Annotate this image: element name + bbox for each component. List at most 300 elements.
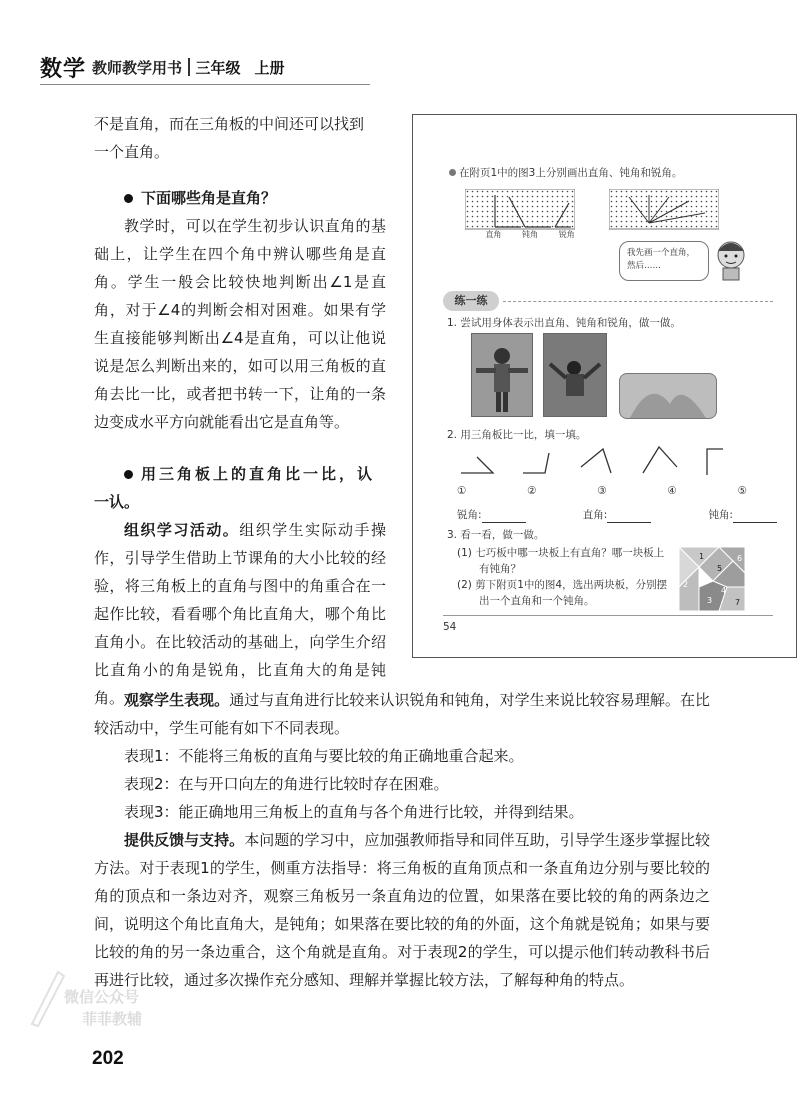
grid-dot — [497, 206, 499, 208]
tangram-number: 6 — [737, 554, 743, 563]
grid-dot — [611, 216, 613, 218]
grid-dot — [676, 196, 678, 198]
grid-dot — [467, 211, 469, 213]
grid-dot — [542, 221, 544, 223]
grid-dot — [681, 226, 683, 228]
grid-dot — [522, 211, 524, 213]
grid-dot — [507, 211, 509, 213]
grid-dot — [616, 201, 618, 203]
grid-dot — [537, 211, 539, 213]
organize-paragraph: 组织学习活动。组织学生实际动手操作，引导学生借助上节课角的大小比较的经验，将三角板上的直角与图中的角重合在一起作比较，看看哪个角比直角大，哪个角比直角小。在比较活动的基础上，向学生介绍比直角小的角是锐角，比直角大的角是钝角。 — [94, 521, 386, 707]
grid-dot — [472, 216, 474, 218]
grid-dot — [676, 191, 678, 193]
tangram-figure — [679, 547, 745, 611]
grid-dot — [507, 221, 509, 223]
fill-acute: 锐角: — [457, 507, 526, 523]
photo-children-exercise-2 — [543, 333, 607, 417]
grid-dot — [507, 196, 509, 198]
grid-dot — [666, 206, 668, 208]
speech-bubble: 我先画一个直角，然后…… — [619, 241, 709, 281]
photo-hands-angle — [619, 373, 717, 419]
grid-dot — [552, 216, 554, 218]
grid-dot — [522, 216, 524, 218]
tb-bullet-icon — [449, 169, 456, 176]
grid-labels: 直角 钝角 锐角 — [485, 230, 575, 239]
grid-dot — [671, 226, 673, 228]
grid-dot — [557, 191, 559, 193]
grid-dot — [621, 201, 623, 203]
grid-dot — [626, 216, 628, 218]
grid-dot — [517, 196, 519, 198]
grid-dot — [621, 221, 623, 223]
fill-obtuse: 钝角: — [708, 507, 777, 523]
grid-dot — [661, 201, 663, 203]
grid-dot — [641, 196, 643, 198]
grid-dot — [477, 206, 479, 208]
grid-dot — [517, 216, 519, 218]
header-divider — [188, 58, 190, 76]
grid-dot — [552, 196, 554, 198]
grid-dot — [691, 226, 693, 228]
grid-dot — [517, 206, 519, 208]
grid-dot — [671, 216, 673, 218]
grid-dot — [552, 191, 554, 193]
grid-dot — [701, 211, 703, 213]
grid-dot — [482, 201, 484, 203]
grid-dot — [711, 216, 713, 218]
grid-dot — [681, 221, 683, 223]
grid-dot — [651, 211, 653, 213]
grid-dot — [716, 226, 718, 228]
grid-dot — [547, 196, 549, 198]
grid-dot — [696, 206, 698, 208]
grid-dot — [472, 211, 474, 213]
fill-obtuse-blank[interactable] — [733, 510, 777, 523]
grid-dot — [701, 221, 703, 223]
grid-dot — [676, 221, 678, 223]
grid-dot — [631, 216, 633, 218]
grid-dot — [542, 206, 544, 208]
grid-dot — [567, 221, 569, 223]
intro-paragraph — [94, 110, 386, 166]
section-2 — [94, 460, 386, 712]
grid-dot — [497, 221, 499, 223]
grid-dot — [502, 216, 504, 218]
grid-dot — [676, 226, 678, 228]
grid-dot — [472, 226, 474, 228]
watermark-pen-icon — [28, 968, 68, 1028]
grid-dot — [651, 191, 653, 193]
grid-dot — [656, 191, 658, 193]
grid-dot — [646, 211, 648, 213]
grid-dot — [611, 226, 613, 228]
grid-dot — [487, 216, 489, 218]
grid-dot — [686, 196, 688, 198]
photo-children-exercise-1 — [471, 333, 533, 417]
section-2-heading-cont: 一认。 — [94, 493, 140, 511]
practice-banner: 练一练 — [443, 291, 499, 311]
tb-footer-rule — [443, 615, 773, 616]
grid-dot — [467, 226, 469, 228]
grid-dot — [611, 191, 613, 193]
grid-dot — [681, 191, 683, 193]
tangram-number: 1 — [699, 552, 705, 561]
page-header — [40, 52, 285, 82]
grid-dot — [681, 196, 683, 198]
grid-dot — [482, 206, 484, 208]
grid-dot — [711, 221, 713, 223]
grid-dot — [532, 191, 534, 193]
grid-dot — [686, 226, 688, 228]
grid-dot — [557, 216, 559, 218]
tb-page-number: 54 — [443, 621, 457, 633]
grid-dot — [517, 221, 519, 223]
grid-dot — [502, 221, 504, 223]
grid-dot — [621, 211, 623, 213]
grid-dot — [701, 201, 703, 203]
grid-dot — [567, 191, 569, 193]
grid-dot — [537, 191, 539, 193]
grid-dot — [507, 216, 509, 218]
grid-dot — [487, 211, 489, 213]
tb-question-2: 2. 用三角板比一比，填一填。 — [447, 429, 587, 441]
grid-dot — [621, 216, 623, 218]
grid-dot — [711, 226, 713, 228]
grid-dot — [527, 196, 529, 198]
grid-dot — [651, 216, 653, 218]
grid-dot — [482, 211, 484, 213]
grid-dot — [651, 226, 653, 228]
grid-dot — [542, 196, 544, 198]
grid-dot — [646, 206, 648, 208]
grid-dot — [557, 201, 559, 203]
grid-dot — [492, 206, 494, 208]
grid-dot — [512, 196, 514, 198]
watermark-line-2: 菲菲教辅 — [82, 1010, 143, 1028]
grid-dot — [512, 221, 514, 223]
grid-dot — [671, 201, 673, 203]
grid-dot — [542, 216, 544, 218]
grid-dot — [512, 206, 514, 208]
grid-dot — [477, 216, 479, 218]
grid-dot — [651, 201, 653, 203]
grid-dot — [661, 191, 663, 193]
tb-task-top: 在附页1中的图3上分别画出直角、钝角和锐角。 — [449, 165, 779, 181]
grid-dot — [507, 206, 509, 208]
grid-dot — [482, 221, 484, 223]
grid-dot — [562, 201, 564, 203]
grid-dot — [691, 206, 693, 208]
grid-dot — [611, 196, 613, 198]
grid-dot — [502, 196, 504, 198]
grid-dot — [661, 196, 663, 198]
grid-dot — [701, 226, 703, 228]
grid-dot — [636, 226, 638, 228]
grid-dot — [631, 206, 633, 208]
grid-dot — [646, 216, 648, 218]
grid-dot — [467, 221, 469, 223]
grid-dot — [626, 211, 628, 213]
grid-dot — [691, 191, 693, 193]
grid-dot — [477, 201, 479, 203]
grid-dot — [631, 221, 633, 223]
grid-dot — [492, 201, 494, 203]
grid-dot — [532, 221, 534, 223]
section-2-heading: 用三角板上的直角比一比，认 — [94, 460, 386, 488]
grid-dot — [611, 221, 613, 223]
grid-dot — [686, 221, 688, 223]
grid-dot — [512, 216, 514, 218]
grid-dot — [532, 211, 534, 213]
grid-dot — [487, 191, 489, 193]
grid-dot — [651, 196, 653, 198]
grid-dot — [636, 201, 638, 203]
grid-dot — [661, 226, 663, 228]
grid-dot — [502, 191, 504, 193]
grid-dot — [482, 196, 484, 198]
grid-dot — [701, 216, 703, 218]
grid-dot — [522, 191, 524, 193]
grid-dot — [671, 196, 673, 198]
grade-label: 三年级 — [195, 58, 241, 77]
grid-dot — [706, 221, 708, 223]
angle-figures — [453, 441, 753, 483]
grid-dot — [502, 201, 504, 203]
grid-dot — [641, 206, 643, 208]
grid-dot — [681, 211, 683, 213]
grid-dot — [636, 216, 638, 218]
grid-dot — [716, 201, 718, 203]
grid-dot — [616, 221, 618, 223]
grid-dot — [706, 216, 708, 218]
grid-dot — [487, 201, 489, 203]
feedback-paragraph: 提供反馈与支持。本问题的学习中，应加强教师指导和同伴互助，引导学生逐步掌握比较方法。对于表现1的学生，侧重方法指导：将三角板的直角顶点和一条直角边分别与要比较的角的顶点和一条边对齐，观察三角板另一条直角边的位置，如果落在要比较的角的两条边之间，说明这个角比直角大，是钝角；如果落在要比较的角的外面，这个角就是锐角；如果与要比较的角的另一条边重合，这个角就是直角。对于表现2的学生，可以提示他们转动教科书后再进行比较，通过多次操作充分感知、理解并掌握比较方法，了解每种角的特点。 — [94, 831, 710, 989]
fill-acute-blank[interactable] — [482, 510, 526, 523]
grid-dot — [666, 191, 668, 193]
grid-dot — [636, 221, 638, 223]
grid-dot — [467, 191, 469, 193]
grid-dot — [706, 226, 708, 228]
grid-dot — [636, 196, 638, 198]
page-number: 202 — [92, 1048, 124, 1069]
grid-dot — [472, 201, 474, 203]
grid-dot — [686, 211, 688, 213]
grid-dot — [616, 211, 618, 213]
grid-dot — [562, 221, 564, 223]
grid-dot — [616, 206, 618, 208]
grid-dot — [696, 221, 698, 223]
grid-dot — [522, 206, 524, 208]
angle-number-labels: ① ② ③ ④ ⑤ — [457, 485, 747, 497]
grid-dot — [686, 191, 688, 193]
fill-right-blank[interactable] — [607, 510, 651, 523]
grid-dot — [542, 191, 544, 193]
grid-dot — [611, 206, 613, 208]
grid-dot — [472, 206, 474, 208]
grid-dot — [616, 226, 618, 228]
grid-dot — [562, 206, 564, 208]
tangram-number: 4 — [721, 586, 727, 595]
grid-dot — [666, 216, 668, 218]
section-1-heading: 下面哪些角是直角？ — [94, 184, 386, 212]
grid-dot — [477, 221, 479, 223]
grid-dot — [701, 206, 703, 208]
grid-dot — [487, 221, 489, 223]
grid-dot — [626, 191, 628, 193]
dot-grid-2 — [609, 189, 719, 231]
grid-dot — [676, 201, 678, 203]
grid-dot — [631, 191, 633, 193]
grid-dot — [512, 191, 514, 193]
grid-dot — [716, 221, 718, 223]
grid-dot — [706, 201, 708, 203]
child-avatar-icon — [711, 235, 751, 281]
grid-dot — [671, 221, 673, 223]
grid-dot — [621, 191, 623, 193]
grid-dot — [621, 196, 623, 198]
grid-dot — [532, 216, 534, 218]
grid-dot — [557, 206, 559, 208]
practice-rule — [503, 301, 773, 302]
grid-dot — [537, 201, 539, 203]
section-1-paragraph: 教学时，可以在学生初步认识直角的基础上，让学生在四个角中辨认哪些角是直角。学生一般会比较快地判断出∠1是直角，对于∠4的判断会相对困难。如果有学生直接能够判断出∠4是直角，可以让他说说是怎么判断出来的，如可以用三角板的直角去比一比，或者把书转一下，让角的一条边变成水平方向就能看出它是直角等。 — [94, 217, 386, 431]
grid-dot — [487, 206, 489, 208]
grid-dot — [626, 196, 628, 198]
grid-dot — [636, 211, 638, 213]
grid-dot — [557, 196, 559, 198]
grid-dot — [611, 211, 613, 213]
bullet-icon — [124, 470, 133, 479]
grid-dot — [567, 211, 569, 213]
grid-dot — [631, 196, 633, 198]
grid-dot — [706, 211, 708, 213]
grid-dot — [616, 196, 618, 198]
grid-dot — [656, 206, 658, 208]
grid-dot — [467, 196, 469, 198]
grid-dot — [572, 216, 574, 218]
grid-dot — [681, 201, 683, 203]
grid-dot — [482, 216, 484, 218]
grid-dot — [467, 216, 469, 218]
grid-dot — [527, 191, 529, 193]
grid-dot — [487, 196, 489, 198]
grid-dot — [492, 216, 494, 218]
grid-dot — [552, 201, 554, 203]
grid-dot — [661, 211, 663, 213]
grid-dot — [671, 191, 673, 193]
tangram-number: 2 — [683, 580, 689, 589]
grid-dot — [527, 216, 529, 218]
grid-dot — [671, 206, 673, 208]
grid-dot — [711, 211, 713, 213]
grid-dot — [636, 191, 638, 193]
grid-dot — [626, 226, 628, 228]
grid-dot — [646, 201, 648, 203]
grid-dot — [696, 201, 698, 203]
grid-dot — [706, 196, 708, 198]
grid-dot — [701, 191, 703, 193]
grid-dot — [542, 211, 544, 213]
grid-dot — [572, 201, 574, 203]
grid-dot — [646, 226, 648, 228]
grid-dot — [567, 216, 569, 218]
book-title: 教师教学用书 — [92, 58, 183, 77]
grid-dot — [641, 201, 643, 203]
grid-dot — [502, 211, 504, 213]
grid-dot — [467, 206, 469, 208]
observation-paragraph: 观察学生表现。通过与直角进行比较来认识锐角和钝角，对学生来说比较容易理解。在比较活动中，学生可能有如下不同表现。 — [94, 691, 710, 737]
grid-dot — [696, 216, 698, 218]
watermark — [28, 968, 168, 1048]
tangram-number: 5 — [717, 564, 723, 573]
grid-dot — [616, 216, 618, 218]
grid-dot — [666, 221, 668, 223]
watermark-line-1: 微信公众号 — [64, 988, 140, 1006]
grid-dot — [646, 191, 648, 193]
grid-dot — [656, 201, 658, 203]
grid-dot — [686, 206, 688, 208]
grid-dot — [626, 201, 628, 203]
grid-dot — [527, 201, 529, 203]
grid-dot — [522, 196, 524, 198]
grid-dot — [517, 201, 519, 203]
grid-dot — [711, 196, 713, 198]
grid-dot — [482, 191, 484, 193]
header-rule — [40, 84, 370, 85]
grid-dot — [537, 206, 539, 208]
grid-dot — [572, 206, 574, 208]
grid-dot — [691, 201, 693, 203]
grid-dot — [467, 201, 469, 203]
textbook-page-figure — [412, 114, 797, 658]
grid-dot — [666, 196, 668, 198]
grid-dot — [626, 221, 628, 223]
grid-dot — [676, 211, 678, 213]
grid-dot — [641, 221, 643, 223]
grid-dot — [497, 191, 499, 193]
volume-label: 上册 — [254, 58, 285, 77]
grid-dot — [562, 191, 564, 193]
grid-dot — [691, 196, 693, 198]
grid-dot — [706, 206, 708, 208]
grid-dot — [547, 221, 549, 223]
grid-dot — [532, 201, 534, 203]
grid-dot — [507, 191, 509, 193]
subject-logo — [40, 52, 86, 83]
grid-dot — [621, 206, 623, 208]
grid-dot — [631, 211, 633, 213]
grid-dot — [542, 201, 544, 203]
grid-dot — [646, 196, 648, 198]
grid-dot — [497, 196, 499, 198]
grid-dot — [716, 206, 718, 208]
grid-dot — [532, 196, 534, 198]
grid-dot — [641, 226, 643, 228]
grid-dot — [507, 201, 509, 203]
grid-dot — [552, 221, 554, 223]
grid-dot — [512, 211, 514, 213]
grid-dot — [611, 201, 613, 203]
grid-dot — [472, 221, 474, 223]
grid-dot — [537, 221, 539, 223]
grid-dot — [706, 191, 708, 193]
grid-dot — [696, 191, 698, 193]
grid-dot — [572, 196, 574, 198]
grid-dot — [492, 191, 494, 193]
grid-dot — [492, 211, 494, 213]
grid-dot — [532, 206, 534, 208]
grid-dot — [621, 226, 623, 228]
